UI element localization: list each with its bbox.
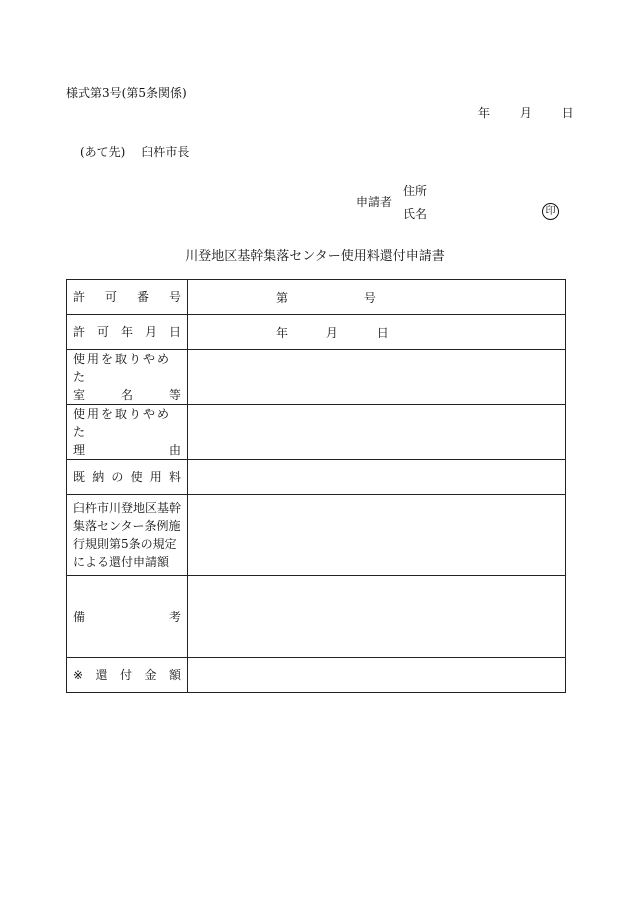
date-line bbox=[478, 104, 574, 121]
label-refund-amount bbox=[67, 658, 188, 693]
label-char: の bbox=[111, 470, 124, 484]
value-refund-amount[interactable] bbox=[188, 658, 566, 693]
permit-date-day: 日 bbox=[376, 325, 389, 340]
label-permit-number bbox=[67, 280, 188, 315]
table-row-cancellation-reason bbox=[67, 405, 566, 460]
address-label: 住所 bbox=[403, 184, 428, 198]
label-char: 額 bbox=[168, 668, 181, 682]
addressee-name: 臼杵市長 bbox=[141, 145, 190, 159]
value-permit-number[interactable] bbox=[188, 280, 566, 315]
permit-date-month: 月 bbox=[325, 325, 338, 340]
label-char: 室 bbox=[73, 388, 86, 402]
label-refund-request bbox=[67, 495, 188, 576]
label-line: 集落センター条例施 bbox=[73, 519, 181, 533]
date-year: 年 bbox=[478, 106, 491, 120]
label-line: 使用を取りやめた bbox=[73, 352, 172, 384]
label-char: 号 bbox=[168, 290, 181, 304]
value-paid-fee[interactable] bbox=[188, 460, 566, 495]
document-title: 川登地区基幹集落センター使用料還付申請書 bbox=[185, 249, 445, 264]
label-char: 既 bbox=[73, 470, 86, 484]
label-char: 考 bbox=[168, 609, 181, 624]
value-cancelled-room[interactable] bbox=[188, 350, 566, 405]
label-char: 金 bbox=[144, 668, 157, 682]
form-number: 様式第3号(第5条関係) bbox=[66, 86, 187, 100]
label-paid-fee bbox=[67, 460, 188, 495]
label-char: 日 bbox=[168, 325, 181, 339]
value-cancellation-reason[interactable] bbox=[188, 405, 566, 460]
label-char: 年 bbox=[120, 325, 133, 339]
value-permit-date[interactable] bbox=[188, 315, 566, 350]
label-char: 備 bbox=[73, 609, 86, 624]
value-refund-request[interactable] bbox=[188, 495, 566, 576]
applicant-label: 申請者 bbox=[356, 195, 393, 209]
date-day: 日 bbox=[561, 106, 574, 120]
label-cancellation-reason bbox=[67, 405, 188, 460]
label-char: 許 bbox=[73, 325, 86, 339]
date-month: 月 bbox=[519, 106, 532, 120]
seal-mark-icon: 印 bbox=[542, 203, 559, 220]
label-char: 可 bbox=[104, 290, 117, 304]
addressee-prefix: (あて先) bbox=[80, 145, 126, 159]
table-row-refund-amount bbox=[67, 658, 566, 693]
label-char: 付 bbox=[120, 668, 133, 682]
label-char: 月 bbox=[144, 325, 157, 339]
label-char: 名 bbox=[120, 388, 133, 402]
name-label: 氏名 bbox=[403, 207, 428, 221]
label-char: 納 bbox=[92, 470, 105, 484]
addressee bbox=[80, 143, 189, 160]
label-permit-date bbox=[67, 315, 188, 350]
label-char: 用 bbox=[149, 470, 162, 484]
permit-number-prefix: 第 bbox=[276, 290, 289, 305]
label-char: 使 bbox=[130, 470, 143, 484]
label-char: 等 bbox=[168, 388, 181, 402]
label-char: 理 bbox=[73, 443, 86, 457]
table-row-permit-number bbox=[67, 280, 566, 315]
label-char: 許 bbox=[73, 290, 86, 304]
label-cancelled-room bbox=[67, 350, 188, 405]
label-line: 行規則第5条の規定 bbox=[73, 537, 177, 551]
permit-number-suffix: 号 bbox=[363, 290, 376, 305]
table-row-cancelled-room bbox=[67, 350, 566, 405]
table-row-permit-date bbox=[67, 315, 566, 350]
permit-date-year: 年 bbox=[276, 325, 289, 340]
label-char: 料 bbox=[168, 470, 181, 484]
value-remarks[interactable] bbox=[188, 576, 566, 658]
table-row-refund-request bbox=[67, 495, 566, 576]
table-row-remarks bbox=[67, 576, 566, 658]
label-line: 臼杵市川登地区基幹 bbox=[73, 501, 182, 515]
application-table bbox=[66, 279, 566, 693]
table-row-paid-fee bbox=[67, 460, 566, 495]
label-char: 由 bbox=[168, 443, 181, 457]
label-char: 可 bbox=[96, 325, 109, 339]
label-char: 番 bbox=[136, 290, 149, 304]
label-line: 使用を取りやめた bbox=[73, 407, 172, 439]
label-char: ※ bbox=[73, 668, 84, 682]
label-char: 還 bbox=[95, 668, 108, 682]
label-remarks bbox=[67, 576, 188, 658]
label-line: による還付申請額 bbox=[73, 555, 170, 569]
